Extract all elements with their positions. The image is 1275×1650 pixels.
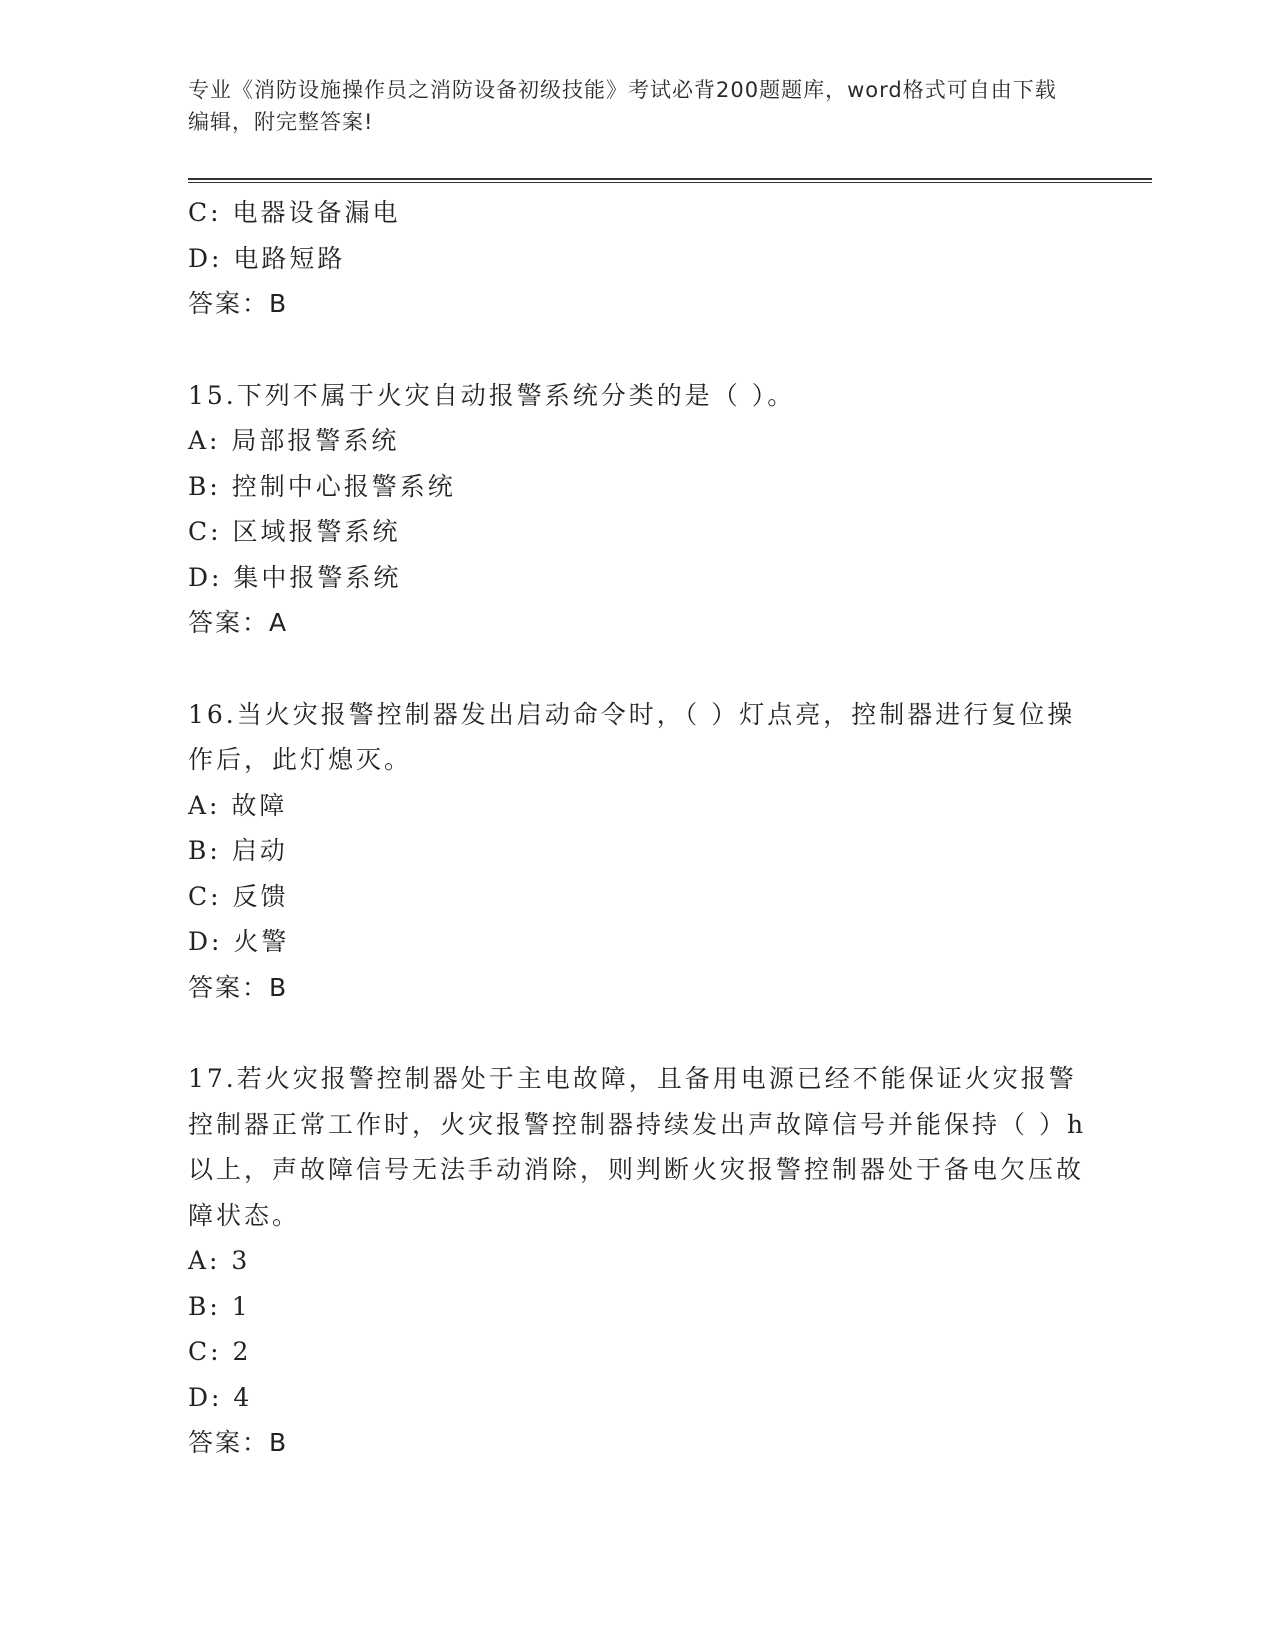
option-d: D: 4 xyxy=(188,1382,253,1412)
answer-line: 答案：B xyxy=(188,972,289,1002)
option-c: C: 2 xyxy=(188,1337,252,1366)
option-c: C: 电器设备漏电 xyxy=(188,198,401,227)
option-c: C: 区域报警系统 xyxy=(188,517,401,546)
option-a: A: 局部报警系统 xyxy=(188,426,400,455)
option-d: D: 集中报警系统 xyxy=(188,562,402,592)
option-c: C: 反馈 xyxy=(188,881,289,911)
question-17 xyxy=(188,1056,1088,1466)
option-b: B: 控制中心报警系统 xyxy=(188,471,456,501)
option-d: D: 火警 xyxy=(188,927,290,956)
header-divider xyxy=(188,178,1152,183)
answer-line: 答案：B xyxy=(188,289,289,318)
question-16 xyxy=(188,692,1088,1011)
question-text: 15.下列不属于火灾自动报警系统分类的是（ ）。 xyxy=(188,380,796,410)
carryover-question xyxy=(188,190,1088,327)
question-15 xyxy=(188,373,1088,646)
option-b: B: 1 xyxy=(188,1291,251,1321)
option-a: A: 故障 xyxy=(188,790,288,820)
option-a: A: 3 xyxy=(188,1246,251,1275)
answer-line: 答案：A xyxy=(188,608,289,637)
option-b: B: 启动 xyxy=(188,836,288,865)
question-list xyxy=(188,190,1088,1466)
option-d: D: 电路短路 xyxy=(188,243,346,273)
document-header: 专业《消防设施操作员之消防设备初级技能》考试必背200题题库，word格式可自由下载编辑，附完整答案! xyxy=(188,78,1057,134)
question-text: 17.若火灾报警控制器处于主电故障，且备用电源已经不能保证火灾报警控制器正常工作时，火灾报警控制器持续发出声故障信号并能保持（ ）h以上，声故障信号无法手动消除，则判断火灾报警控制器处于备电欠压故障状态。 xyxy=(188,1064,1087,1230)
question-text: 16.当火灾报警控制器发出启动命令时，（ ）灯点亮，控制器进行复位操作后，此灯熄灭。 xyxy=(188,699,1076,774)
answer-line: 答案：B xyxy=(188,1428,289,1457)
